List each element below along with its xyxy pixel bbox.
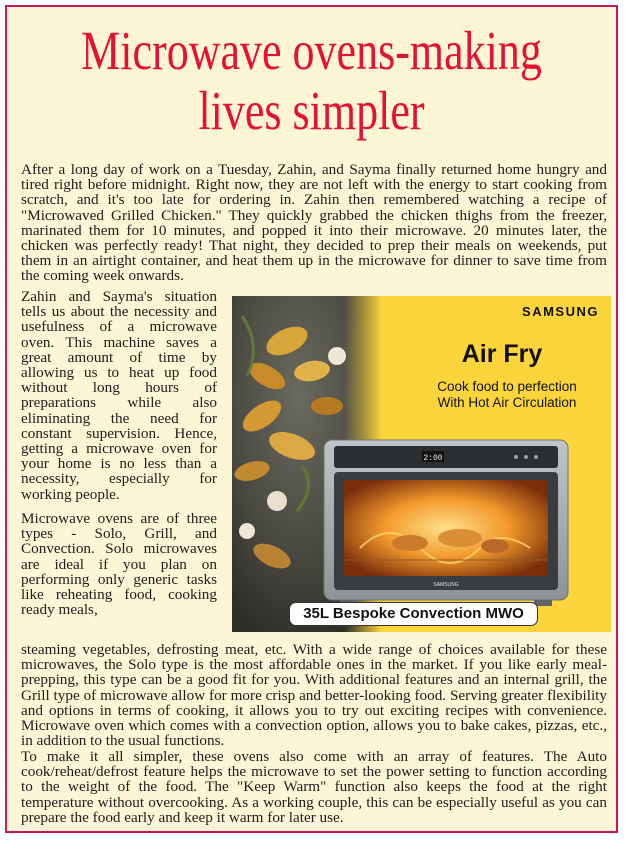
title-line-1: Microwave ovens-making xyxy=(81,20,542,81)
paragraph-types-continued: steaming vegetables, defrosting meat, etc. With a wide range of choices available for these microwaves, the Solo type is the most affordable ones in the market. If you like early meal-prepping, this type can be a good fit for you. With additional features and an internal grill, the Grill type of microwave allow for more crisp and better-looking food. Serving greater flexibility and options in terms of cooking, it allows you to try out exciting recipes with convenience. Microwave oven which comes with a convection option, allows you to bake cakes, pizzas, etc., in addition to the usual functions. xyxy=(21,641,607,750)
samsung-advertisement xyxy=(232,296,611,632)
product-name-label: 35L Bespoke Convection MWO xyxy=(289,602,538,626)
oven-brand: SAMSUNG xyxy=(433,582,459,588)
article-title xyxy=(68,21,555,141)
tagline-line-2: With Hot Air Circulation xyxy=(437,395,577,410)
paragraph-intro: After a long day of work on a Tuesday, Zahin, and Sayma finally returned home hungry and tired right before midnight. Right now, they are not left with the energy to start cooking from scratch, and it's too late for ordering in. Zahin then remembered watching a recipe of "Microwaved Grilled Chicken." They quickly grabbed the chicken thighs from the freezer, marinated them for 10 minutes, and popped it into their microwave. 20 minutes later, the chicken was perfectly ready! That night, they decided to prep their meals on weekends, put them in an airtight container, and heat them up in the microwave for dinner to save time from the coming week onwards. xyxy=(21,161,607,285)
oven-display: 2:00 xyxy=(423,454,443,463)
microwave-oven-image xyxy=(320,438,572,608)
paragraph-situation: Zahin and Sayma's situation tells us about the necessity and usefulness of a microwave oven. This machine saves a great amount of time by allowing us to heat up food without long hours of preparations while also eliminating the need for constant supervision. Hence, getting a microwave oven for your home is no less than a necessity, especially for working people. xyxy=(21,288,217,503)
samsung-logo: SAMSUNG xyxy=(522,304,599,319)
ad-headline: Air Fry xyxy=(461,340,543,368)
article-page xyxy=(5,5,618,833)
title-line-2: lives simpler xyxy=(198,80,425,141)
paragraph-types: Microwave ovens are of three types - Solo, Grill, and Convection. Solo microwaves are ideal if you plan on performing only generic tasks like reheating food, cooking ready meals, xyxy=(21,510,217,619)
paragraph-features: To make it all simpler, these ovens also come with an array of features. The Auto cook/reheat/defrost feature helps the microwave to set the power setting to function according to the weight of the food. The "Keep Warm" function also keeps the food at the right temperature without overcooking. As a working couple, this can be especially useful as you can prepare the food early and keep it warm for later use. xyxy=(21,748,607,826)
tagline-line-1: Cook food to perfection xyxy=(437,379,577,394)
ad-tagline xyxy=(412,379,602,411)
